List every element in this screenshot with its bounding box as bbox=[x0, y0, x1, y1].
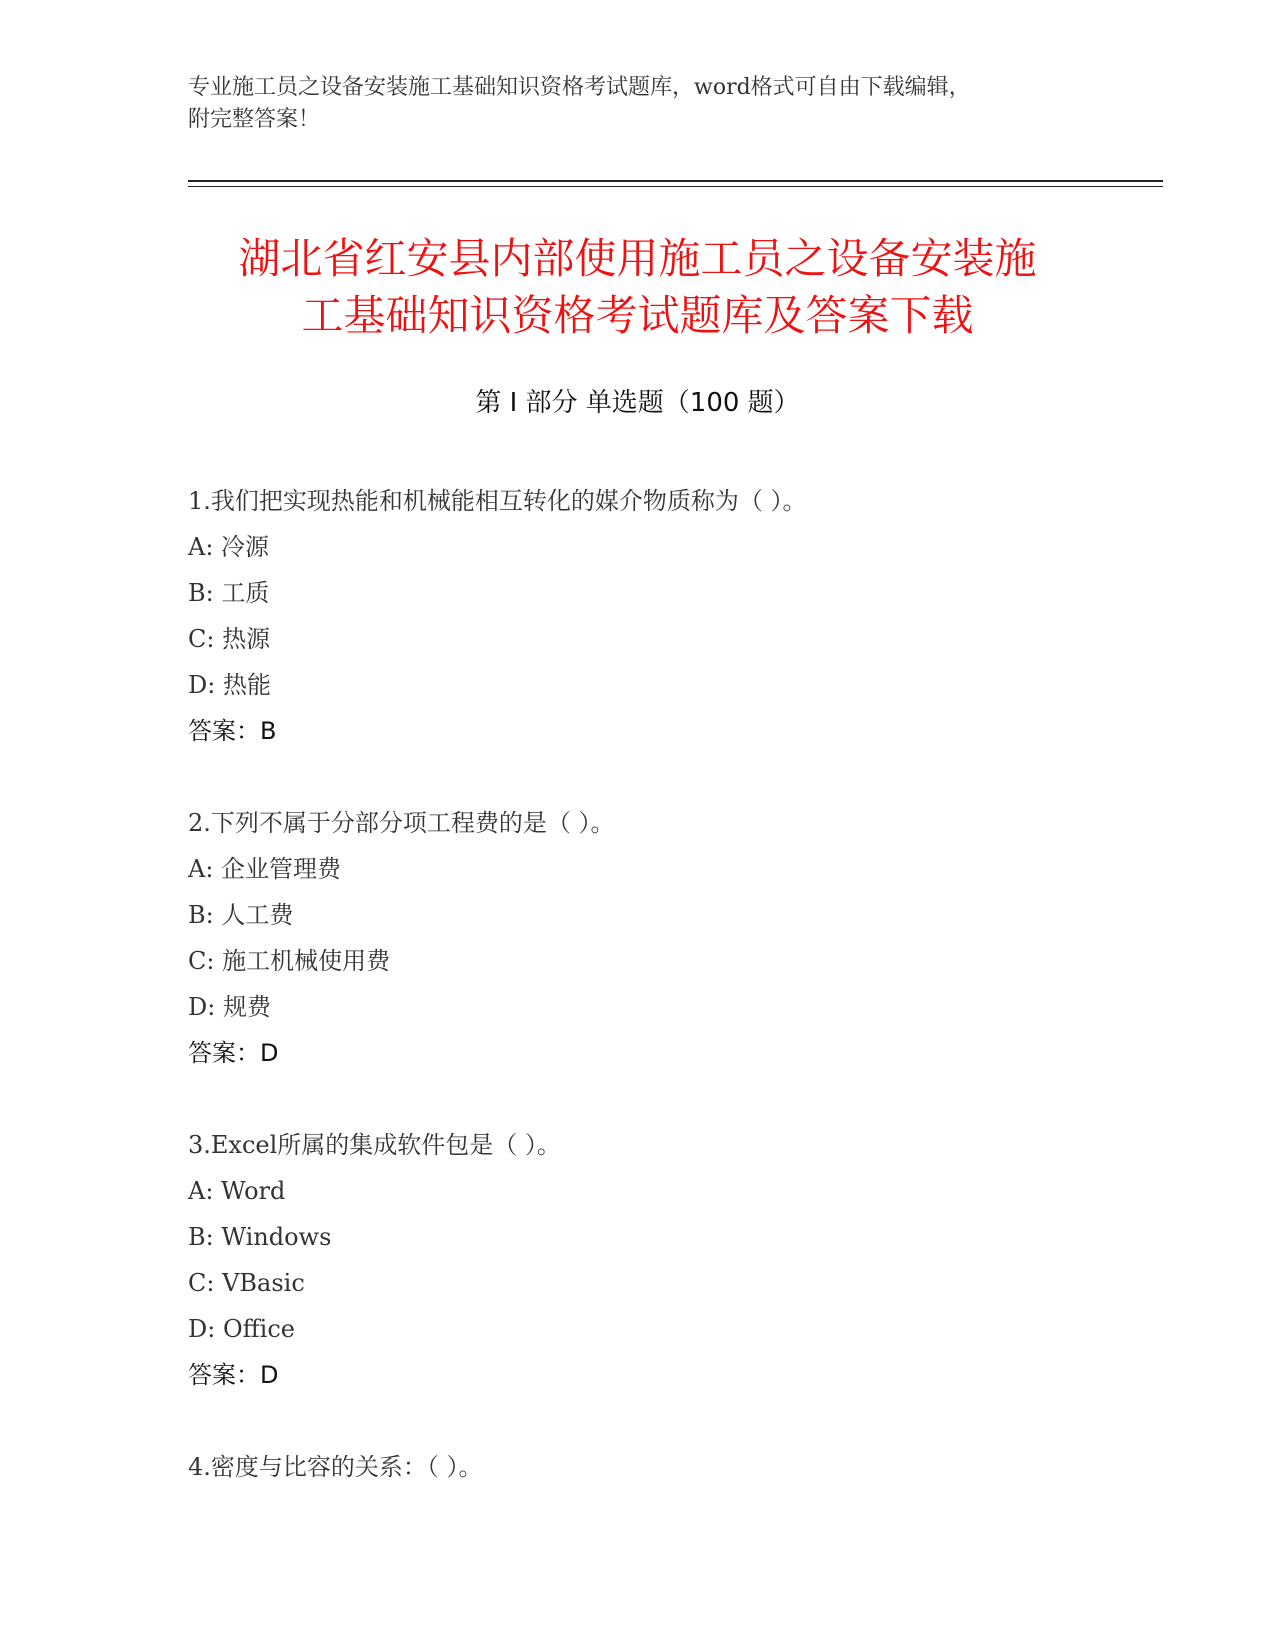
option-c: C: 施工机械使用费 bbox=[188, 947, 391, 975]
header-note-line-2: 附完整答案！ bbox=[188, 107, 321, 132]
answer: 答案：D bbox=[188, 1039, 279, 1067]
answer: 答案：D bbox=[188, 1361, 279, 1389]
header-divider-thin bbox=[188, 186, 1163, 187]
option-d: D: 规费 bbox=[188, 993, 271, 1021]
question-stem: 1.我们把实现热能和机械能相互转化的媒介物质称为（ ）。 bbox=[188, 487, 807, 515]
header-divider-thick bbox=[188, 180, 1163, 182]
question-list bbox=[188, 478, 1163, 1536]
option-a: A: Word bbox=[188, 1177, 286, 1205]
question-3 bbox=[188, 1122, 1163, 1398]
option-a: A: 冷源 bbox=[188, 533, 270, 561]
question-4 bbox=[188, 1444, 1163, 1490]
option-d: D: Office bbox=[188, 1315, 296, 1343]
option-c: C: VBasic bbox=[188, 1269, 305, 1297]
option-b: B: Windows bbox=[188, 1223, 332, 1251]
option-a: A: 企业管理费 bbox=[188, 855, 342, 883]
question-1 bbox=[188, 478, 1163, 754]
option-b: B: 工质 bbox=[188, 579, 270, 607]
question-stem: 3.Excel所属的集成软件包是（ ）。 bbox=[188, 1131, 561, 1159]
question-stem: 2.下列不属于分部分项工程费的是（ ）。 bbox=[188, 809, 615, 837]
option-b: B: 人工费 bbox=[188, 901, 294, 929]
document-title-line-1: 湖北省红安县内部使用施工员之设备安装施 bbox=[238, 234, 1037, 283]
answer: 答案：B bbox=[188, 717, 277, 745]
question-stem: 4.密度与比容的关系：（ ）。 bbox=[188, 1453, 483, 1481]
question-2 bbox=[188, 800, 1163, 1076]
section-title: 第 I 部分 单选题（100 题） bbox=[475, 388, 800, 418]
document-title bbox=[150, 230, 1125, 344]
header-note-line-1: 专业施工员之设备安装施工基础知识资格考试题库，word格式可自由下载编辑， bbox=[188, 75, 971, 100]
option-d: D: 热能 bbox=[188, 671, 271, 699]
option-c: C: 热源 bbox=[188, 625, 271, 653]
header-note bbox=[188, 72, 1088, 136]
document-title-line-2: 工基础知识资格考试题库及答案下载 bbox=[301, 291, 974, 340]
